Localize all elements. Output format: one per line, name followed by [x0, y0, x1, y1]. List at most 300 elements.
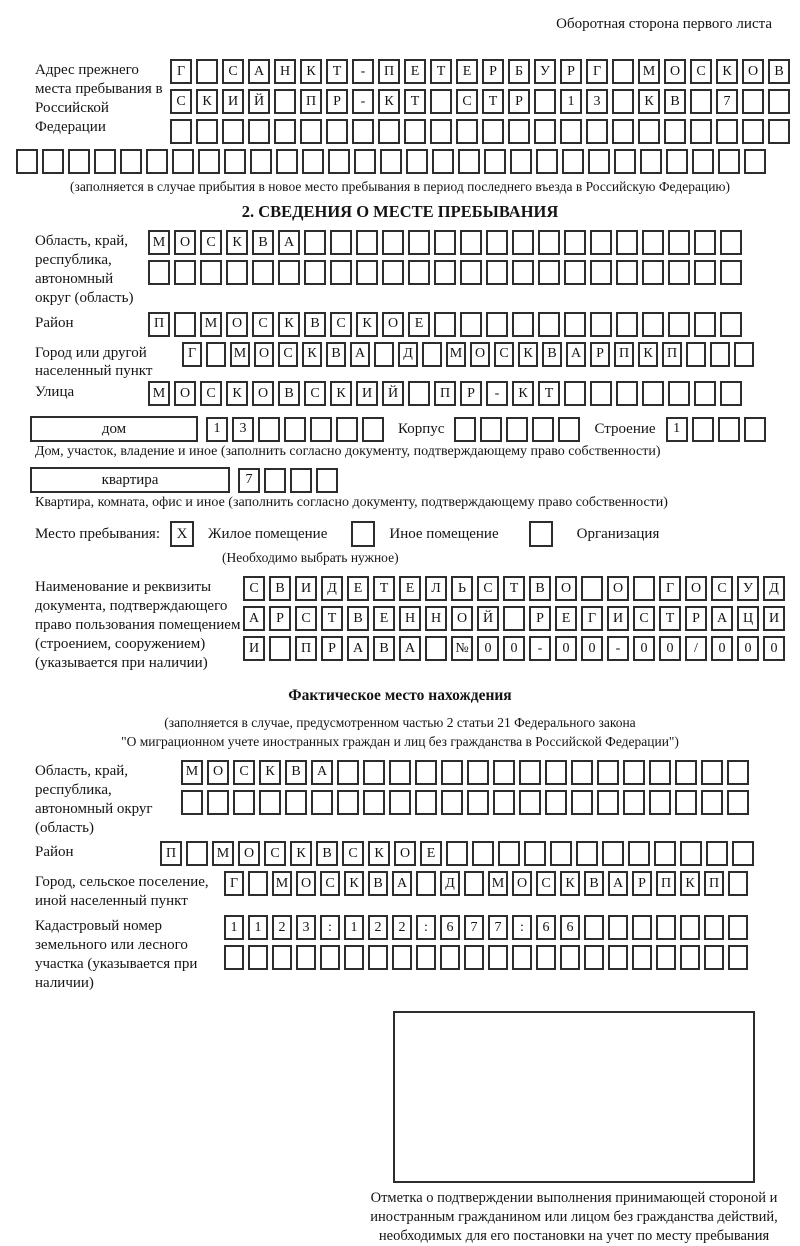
char-cell[interactable]: В [278, 381, 300, 406]
char-cell[interactable]: К [259, 760, 281, 785]
char-cell[interactable] [42, 149, 64, 174]
char-cell[interactable]: К [302, 342, 322, 367]
char-cell[interactable] [668, 260, 690, 285]
char-cell[interactable]: Г [659, 576, 681, 601]
char-cell[interactable] [694, 260, 716, 285]
char-cell[interactable] [198, 149, 220, 174]
char-cell[interactable]: К [560, 871, 580, 896]
char-cell[interactable]: Г [581, 606, 603, 631]
char-cell[interactable] [512, 945, 532, 970]
char-cell[interactable] [356, 230, 378, 255]
char-cell[interactable] [612, 59, 634, 84]
char-cell[interactable]: Н [425, 606, 447, 631]
char-cell[interactable] [174, 260, 196, 285]
char-cell[interactable]: 2 [368, 915, 388, 940]
char-cell[interactable]: 3 [586, 89, 608, 114]
char-cell[interactable] [768, 89, 790, 114]
char-cell[interactable] [690, 119, 712, 144]
char-cell[interactable] [538, 230, 560, 255]
char-cell[interactable] [633, 576, 655, 601]
char-cell[interactable]: П [148, 312, 170, 337]
char-cell[interactable] [728, 871, 748, 896]
char-cell[interactable]: К [638, 342, 658, 367]
char-cell[interactable] [460, 260, 482, 285]
char-cell[interactable] [638, 119, 660, 144]
char-cell[interactable] [550, 841, 572, 866]
char-cell[interactable] [408, 260, 430, 285]
char-cell[interactable] [337, 790, 359, 815]
char-cell[interactable] [562, 149, 584, 174]
char-cell[interactable]: Й [382, 381, 404, 406]
char-cell[interactable]: М [181, 760, 203, 785]
char-cell[interactable] [642, 312, 664, 337]
char-cell[interactable]: А [350, 342, 370, 367]
char-cell[interactable]: Й [248, 89, 270, 114]
char-cell[interactable] [430, 89, 452, 114]
char-cell[interactable] [710, 342, 730, 367]
char-cell[interactable] [524, 841, 546, 866]
char-cell[interactable] [649, 790, 671, 815]
char-cell[interactable] [680, 945, 700, 970]
char-cell[interactable] [694, 381, 716, 406]
char-cell[interactable]: К [278, 312, 300, 337]
char-cell[interactable]: О [394, 841, 416, 866]
char-cell[interactable] [519, 790, 541, 815]
char-cell[interactable]: М [230, 342, 250, 367]
char-cell[interactable]: Д [440, 871, 460, 896]
char-cell[interactable] [302, 149, 324, 174]
char-cell[interactable]: Е [404, 59, 426, 84]
char-cell[interactable]: Л [425, 576, 447, 601]
char-cell[interactable] [392, 945, 412, 970]
char-cell[interactable]: А [278, 230, 300, 255]
char-cell[interactable]: К [196, 89, 218, 114]
char-cell[interactable]: 6 [536, 915, 556, 940]
char-cell[interactable] [586, 119, 608, 144]
char-cell[interactable] [590, 230, 612, 255]
char-cell[interactable]: С [494, 342, 514, 367]
char-cell[interactable] [734, 342, 754, 367]
char-cell[interactable]: А [347, 636, 369, 661]
char-cell[interactable] [441, 790, 463, 815]
char-cell[interactable] [656, 945, 676, 970]
char-cell[interactable]: С [690, 59, 712, 84]
char-cell[interactable] [656, 915, 676, 940]
char-cell[interactable] [320, 945, 340, 970]
char-cell[interactable] [640, 149, 662, 174]
char-cell[interactable]: Т [321, 606, 343, 631]
char-cell[interactable] [207, 790, 229, 815]
char-cell[interactable]: А [392, 871, 412, 896]
char-cell[interactable] [310, 417, 332, 442]
char-cell[interactable]: Р [482, 59, 504, 84]
char-cell[interactable] [416, 945, 436, 970]
char-cell[interactable] [498, 841, 520, 866]
char-cell[interactable] [290, 468, 312, 493]
char-cell[interactable]: А [711, 606, 733, 631]
char-cell[interactable]: Д [763, 576, 785, 601]
char-cell[interactable]: В [373, 636, 395, 661]
char-cell[interactable] [467, 760, 489, 785]
char-cell[interactable]: Н [274, 59, 296, 84]
char-cell[interactable] [352, 119, 374, 144]
char-cell[interactable]: С [711, 576, 733, 601]
char-cell[interactable]: Т [659, 606, 681, 631]
char-cell[interactable]: О [470, 342, 490, 367]
char-cell[interactable] [597, 790, 619, 815]
char-cell[interactable]: К [518, 342, 538, 367]
char-cell[interactable] [460, 312, 482, 337]
char-cell[interactable]: П [295, 636, 317, 661]
char-cell[interactable]: 1 [248, 915, 268, 940]
char-cell[interactable]: Й [477, 606, 499, 631]
char-cell[interactable] [668, 230, 690, 255]
char-cell[interactable] [727, 790, 749, 815]
char-cell[interactable] [404, 119, 426, 144]
char-cell[interactable] [642, 230, 664, 255]
char-cell[interactable] [272, 945, 292, 970]
char-cell[interactable] [274, 89, 296, 114]
char-cell[interactable] [614, 149, 636, 174]
char-cell[interactable]: Е [456, 59, 478, 84]
char-cell[interactable]: № [451, 636, 473, 661]
char-cell[interactable]: 3 [296, 915, 316, 940]
char-cell[interactable]: 1 [666, 417, 688, 442]
char-cell[interactable] [706, 841, 728, 866]
char-cell[interactable]: У [737, 576, 759, 601]
char-cell[interactable] [538, 260, 560, 285]
char-cell[interactable]: С [536, 871, 556, 896]
char-cell[interactable] [363, 790, 385, 815]
char-cell[interactable] [720, 381, 742, 406]
char-cell[interactable]: В [316, 841, 338, 866]
char-cell[interactable]: К [378, 89, 400, 114]
char-cell[interactable]: Е [373, 606, 395, 631]
char-cell[interactable] [680, 841, 702, 866]
char-cell[interactable] [545, 790, 567, 815]
char-cell[interactable]: Р [590, 342, 610, 367]
char-cell[interactable] [716, 119, 738, 144]
char-cell[interactable]: М [200, 312, 222, 337]
char-cell[interactable] [680, 915, 700, 940]
char-cell[interactable]: Г [586, 59, 608, 84]
char-cell[interactable]: Р [529, 606, 551, 631]
char-cell[interactable] [493, 760, 515, 785]
char-cell[interactable]: К [300, 59, 322, 84]
char-cell[interactable] [588, 149, 610, 174]
char-cell[interactable]: М [272, 871, 292, 896]
char-cell[interactable] [488, 945, 508, 970]
char-cell[interactable] [590, 381, 612, 406]
char-cell[interactable]: 7 [716, 89, 738, 114]
char-cell[interactable] [68, 149, 90, 174]
char-cell[interactable]: 0 [659, 636, 681, 661]
char-cell[interactable]: О [238, 841, 260, 866]
char-cell[interactable]: М [148, 381, 170, 406]
char-cell[interactable]: В [664, 89, 686, 114]
char-cell[interactable]: Н [399, 606, 421, 631]
char-cell[interactable]: Ь [451, 576, 473, 601]
char-cell[interactable]: О [664, 59, 686, 84]
char-cell[interactable]: В [252, 230, 274, 255]
char-cell[interactable] [560, 945, 580, 970]
char-cell[interactable] [508, 119, 530, 144]
char-cell[interactable]: В [285, 760, 307, 785]
char-cell[interactable]: - [607, 636, 629, 661]
char-cell[interactable]: С [477, 576, 499, 601]
char-cell[interactable] [584, 945, 604, 970]
char-cell[interactable] [363, 760, 385, 785]
char-cell[interactable]: С [320, 871, 340, 896]
char-cell[interactable] [472, 841, 494, 866]
char-cell[interactable] [456, 119, 478, 144]
char-cell[interactable]: А [243, 606, 265, 631]
char-cell[interactable]: 0 [737, 636, 759, 661]
char-cell[interactable] [668, 381, 690, 406]
char-cell[interactable] [304, 260, 326, 285]
char-cell[interactable]: М [638, 59, 660, 84]
char-cell[interactable]: С [295, 606, 317, 631]
char-cell[interactable] [259, 790, 281, 815]
char-cell[interactable]: П [160, 841, 182, 866]
char-cell[interactable] [654, 841, 676, 866]
char-cell[interactable]: И [607, 606, 629, 631]
char-cell[interactable] [560, 119, 582, 144]
char-cell[interactable] [434, 312, 456, 337]
char-cell[interactable] [486, 312, 508, 337]
char-cell[interactable]: 0 [477, 636, 499, 661]
char-cell[interactable] [296, 945, 316, 970]
char-cell[interactable] [172, 149, 194, 174]
char-cell[interactable]: М [148, 230, 170, 255]
char-cell[interactable]: 0 [763, 636, 785, 661]
char-cell[interactable]: 0 [711, 636, 733, 661]
char-cell[interactable] [694, 230, 716, 255]
char-cell[interactable]: К [368, 841, 390, 866]
char-cell[interactable] [382, 260, 404, 285]
char-cell[interactable] [692, 417, 714, 442]
char-cell[interactable]: И [222, 89, 244, 114]
char-cell[interactable] [484, 149, 506, 174]
char-cell[interactable]: П [704, 871, 724, 896]
char-cell[interactable] [534, 119, 556, 144]
char-cell[interactable] [590, 260, 612, 285]
char-cell[interactable]: Р [321, 636, 343, 661]
char-cell[interactable] [356, 260, 378, 285]
char-cell[interactable]: С [200, 381, 222, 406]
char-cell[interactable]: П [662, 342, 682, 367]
char-cell[interactable] [720, 260, 742, 285]
char-cell[interactable]: С [170, 89, 192, 114]
char-cell[interactable] [336, 417, 358, 442]
char-cell[interactable]: И [243, 636, 265, 661]
char-cell[interactable]: Е [347, 576, 369, 601]
char-cell[interactable] [704, 945, 724, 970]
char-cell[interactable]: 1 [206, 417, 228, 442]
char-cell[interactable] [510, 149, 532, 174]
char-cell[interactable] [354, 149, 376, 174]
char-cell[interactable]: Р [560, 59, 582, 84]
char-cell[interactable] [564, 230, 586, 255]
char-cell[interactable]: К [330, 381, 352, 406]
char-cell[interactable]: О [607, 576, 629, 601]
char-cell[interactable]: О [254, 342, 274, 367]
char-cell[interactable]: В [269, 576, 291, 601]
checkbox-organization[interactable] [529, 521, 553, 547]
checkbox-other-premises[interactable] [351, 521, 375, 547]
char-cell[interactable] [408, 230, 430, 255]
char-cell[interactable]: - [352, 89, 374, 114]
char-cell[interactable] [666, 149, 688, 174]
char-cell[interactable]: Т [503, 576, 525, 601]
char-cell[interactable]: А [248, 59, 270, 84]
char-cell[interactable] [362, 417, 384, 442]
char-cell[interactable] [506, 417, 528, 442]
char-cell[interactable]: 7 [238, 468, 260, 493]
char-cell[interactable]: С [278, 342, 298, 367]
char-cell[interactable] [616, 381, 638, 406]
char-cell[interactable]: 0 [503, 636, 525, 661]
char-cell[interactable] [408, 381, 430, 406]
char-cell[interactable]: / [685, 636, 707, 661]
char-cell[interactable] [536, 149, 558, 174]
char-cell[interactable]: Е [555, 606, 577, 631]
char-cell[interactable] [120, 149, 142, 174]
char-cell[interactable]: В [347, 606, 369, 631]
char-cell[interactable] [258, 417, 280, 442]
char-cell[interactable]: С [200, 230, 222, 255]
char-cell[interactable]: Г [170, 59, 192, 84]
char-cell[interactable] [482, 119, 504, 144]
char-cell[interactable]: О [451, 606, 473, 631]
char-cell[interactable]: К [226, 381, 248, 406]
char-cell[interactable]: О [382, 312, 404, 337]
char-cell[interactable] [692, 149, 714, 174]
char-cell[interactable] [649, 760, 671, 785]
char-cell[interactable] [616, 312, 638, 337]
char-cell[interactable]: - [529, 636, 551, 661]
char-cell[interactable]: 6 [560, 915, 580, 940]
char-cell[interactable]: Р [460, 381, 482, 406]
char-cell[interactable]: 0 [555, 636, 577, 661]
char-cell[interactable] [612, 119, 634, 144]
char-cell[interactable] [200, 260, 222, 285]
char-cell[interactable]: Т [430, 59, 452, 84]
char-cell[interactable] [406, 149, 428, 174]
char-cell[interactable] [512, 312, 534, 337]
char-cell[interactable]: И [763, 606, 785, 631]
char-cell[interactable] [628, 841, 650, 866]
char-cell[interactable] [454, 417, 476, 442]
char-cell[interactable] [602, 841, 624, 866]
char-cell[interactable] [608, 945, 628, 970]
char-cell[interactable] [224, 149, 246, 174]
char-cell[interactable]: - [352, 59, 374, 84]
char-cell[interactable] [434, 230, 456, 255]
char-cell[interactable] [701, 790, 723, 815]
char-cell[interactable] [434, 260, 456, 285]
char-cell[interactable]: 2 [392, 915, 412, 940]
char-cell[interactable] [538, 312, 560, 337]
char-cell[interactable]: У [534, 59, 556, 84]
char-cell[interactable] [581, 576, 603, 601]
char-cell[interactable] [623, 790, 645, 815]
char-cell[interactable]: Т [404, 89, 426, 114]
char-cell[interactable]: О [296, 871, 316, 896]
char-cell[interactable] [311, 790, 333, 815]
char-cell[interactable]: 0 [633, 636, 655, 661]
char-cell[interactable] [608, 915, 628, 940]
char-cell[interactable] [584, 915, 604, 940]
char-cell[interactable]: М [212, 841, 234, 866]
char-cell[interactable] [464, 945, 484, 970]
char-cell[interactable]: А [608, 871, 628, 896]
char-cell[interactable] [222, 119, 244, 144]
char-cell[interactable]: О [555, 576, 577, 601]
char-cell[interactable]: М [446, 342, 466, 367]
char-cell[interactable] [632, 915, 652, 940]
char-cell[interactable] [278, 260, 300, 285]
char-cell[interactable]: 1 [344, 915, 364, 940]
char-cell[interactable]: О [174, 381, 196, 406]
char-cell[interactable] [571, 790, 593, 815]
char-cell[interactable] [642, 260, 664, 285]
char-cell[interactable] [519, 760, 541, 785]
char-cell[interactable] [467, 790, 489, 815]
char-cell[interactable] [94, 149, 116, 174]
char-cell[interactable] [416, 871, 436, 896]
char-cell[interactable] [174, 312, 196, 337]
char-cell[interactable] [233, 790, 255, 815]
char-cell[interactable] [224, 945, 244, 970]
char-cell[interactable] [344, 945, 364, 970]
char-cell[interactable] [441, 760, 463, 785]
char-cell[interactable] [744, 417, 766, 442]
char-cell[interactable] [432, 149, 454, 174]
char-cell[interactable]: 1 [224, 915, 244, 940]
char-cell[interactable]: В [542, 342, 562, 367]
char-cell[interactable]: С [342, 841, 364, 866]
char-cell[interactable]: Г [224, 871, 244, 896]
char-cell[interactable] [264, 468, 286, 493]
char-cell[interactable]: М [488, 871, 508, 896]
char-cell[interactable] [378, 119, 400, 144]
char-cell[interactable] [558, 417, 580, 442]
char-cell[interactable] [304, 230, 326, 255]
char-cell[interactable]: И [356, 381, 378, 406]
char-cell[interactable]: Т [538, 381, 560, 406]
char-cell[interactable] [642, 381, 664, 406]
char-cell[interactable]: Г [182, 342, 202, 367]
char-cell[interactable] [668, 312, 690, 337]
char-cell[interactable] [486, 230, 508, 255]
char-cell[interactable] [727, 760, 749, 785]
char-cell[interactable] [206, 342, 226, 367]
char-cell[interactable] [440, 945, 460, 970]
char-cell[interactable] [632, 945, 652, 970]
char-cell[interactable] [664, 119, 686, 144]
char-cell[interactable] [337, 760, 359, 785]
char-cell[interactable]: О [685, 576, 707, 601]
char-cell[interactable] [534, 89, 556, 114]
char-cell[interactable] [732, 841, 754, 866]
char-cell[interactable]: К [680, 871, 700, 896]
char-cell[interactable]: И [295, 576, 317, 601]
char-cell[interactable] [718, 417, 740, 442]
char-cell[interactable] [612, 89, 634, 114]
char-cell[interactable] [536, 945, 556, 970]
char-cell[interactable] [248, 945, 268, 970]
